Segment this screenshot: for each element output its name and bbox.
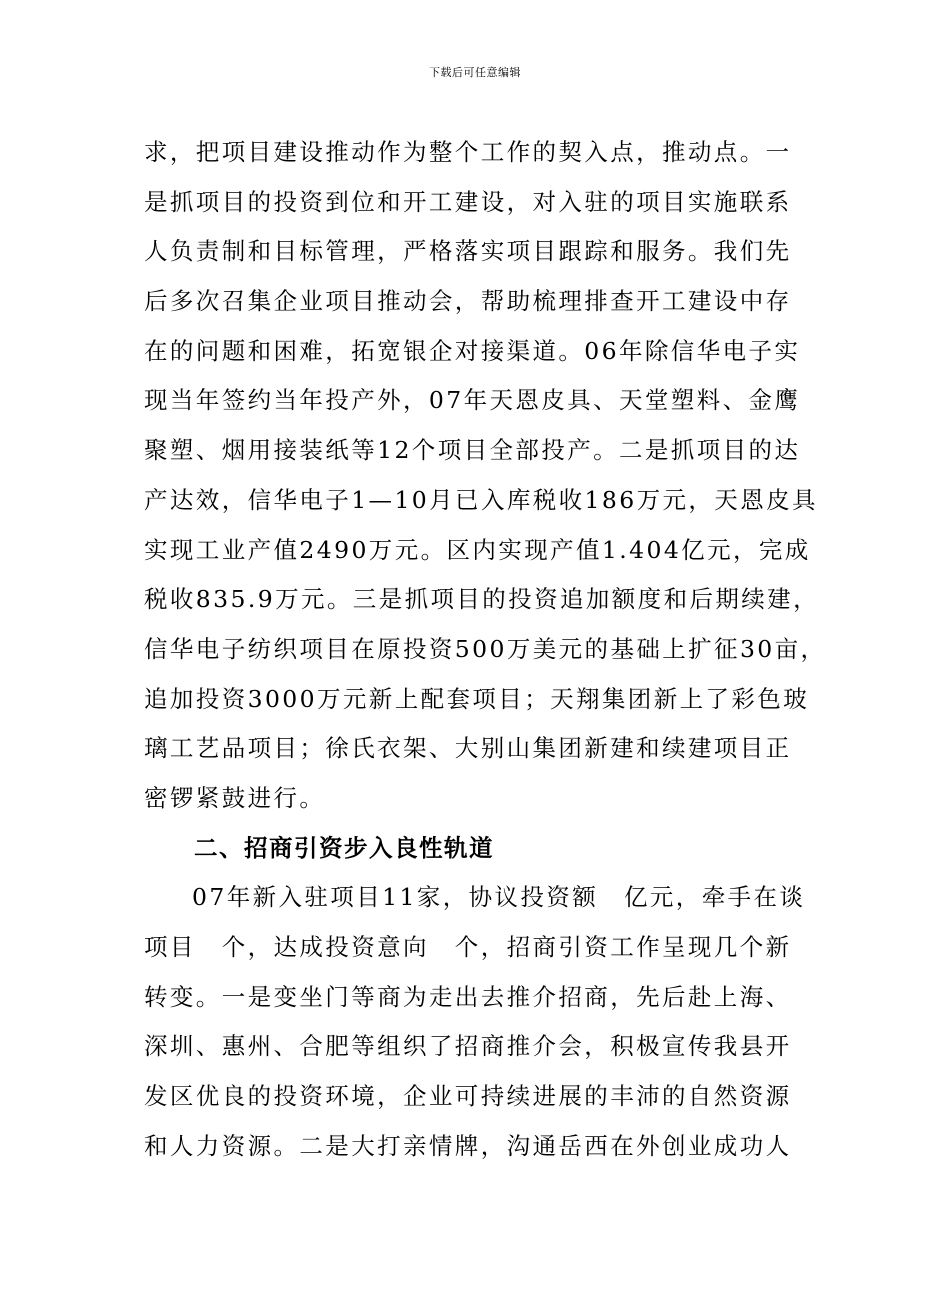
paragraph-line: 转变。一是变坐门等商为走出去推介招商，先后赴上海、 [144,982,792,1011]
paragraph-line: 现当年签约当年投产外，07年天恩皮具、天堂塑料、金鹰 [144,386,801,415]
paragraph-line: 聚塑、烟用接装纸等12个项目全部投产。二是抓项目的达 [144,436,801,465]
paragraph-line: 璃工艺品项目；徐氏衣架、大别山集团新建和续建项目正 [144,734,792,763]
paragraph-line: 07年新入驻项目11家，协议投资额 亿元，牵手在谈 [192,883,806,912]
paragraph-line: 求，把项目建设推动作为整个工作的契入点，推动点。一 [144,138,792,166]
paragraph-line: 和人力资源。二是大打亲情牌，沟通岳西在外创业成功人 [144,1131,792,1160]
paragraph-line: 税收835.9万元。三是抓项目的投资追加额度和后期续建， [144,585,819,614]
paragraph-line: 项目 个，达成投资意向 个，招商引资工作呈现几个新 [144,933,792,961]
paragraph-line: 发区优良的投资环境，企业可持续进展的丰沛的自然资源 [144,1082,792,1111]
body-text [144,128,827,1171]
paragraph-line: 是抓项目的投资到位和开工建设，对入驻的项目实施联系 [144,187,792,216]
paragraph-line: 信华电子纺织项目在原投资500万美元的基础上扩征30亩， [144,634,827,663]
paragraph-line: 追加投资3000万元新上配套项目；天翔集团新上了彩色玻 [144,684,810,713]
section-heading: 二、招商引资步入良性轨道 [194,833,494,862]
paragraph-line: 后多次召集企业项目推动会，帮助梳理排查开工建设中存 [144,287,792,316]
paragraph-line: 在的问题和困难，拓宽银企对接渠道。06年除信华电子实 [144,336,801,365]
paragraph-line: 产达效，信华电子1—10月已入库税收186万元，天恩皮具 [144,485,818,514]
header-note: 下载后可任意编辑 [429,66,521,79]
paragraph-line: 深圳、惠州、合肥等组织了招商推介会，积极宣传我县开 [144,1032,792,1061]
paragraph-line: 实现工业产值2490万元。区内实现产值1.404亿元，完成 [144,535,811,564]
paragraph-line: 密锣紧鼓进行。 [144,783,326,812]
paragraph-line: 人负责制和目标管理，严格落实项目跟踪和服务。我们先 [144,237,792,266]
